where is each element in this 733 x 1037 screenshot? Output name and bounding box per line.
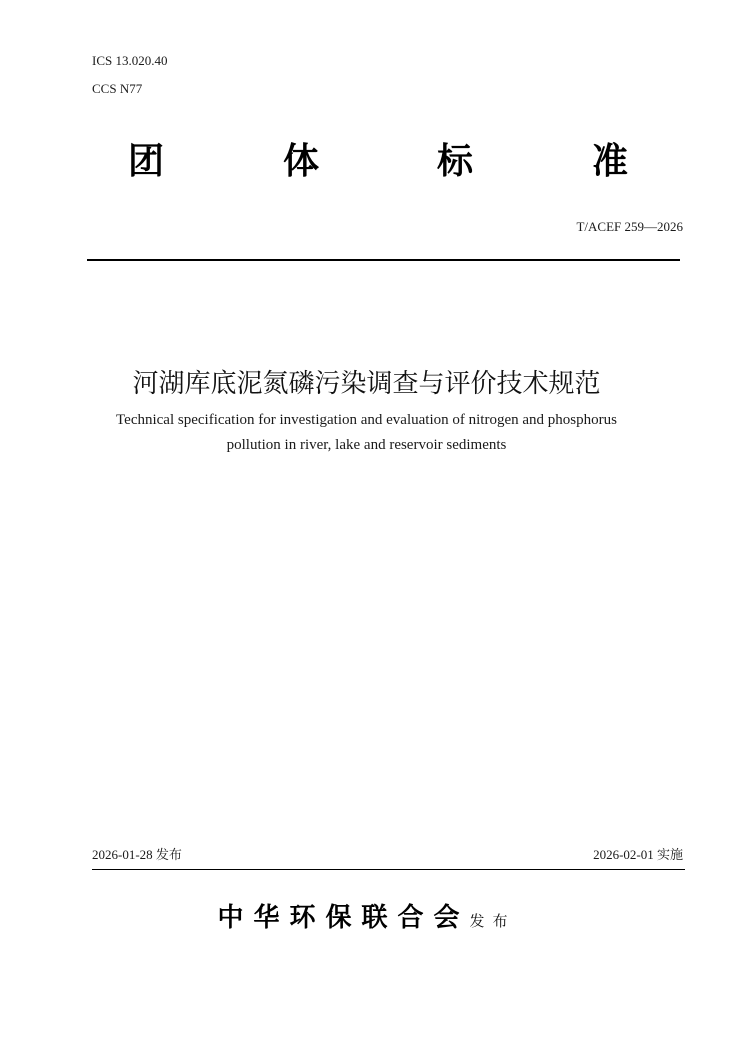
- publisher-line: [0, 897, 733, 934]
- ics-code: ICS 13.020.40: [92, 53, 168, 68]
- standard-type-char: 体: [283, 141, 320, 182]
- header-divider: [87, 259, 680, 261]
- implementation-date: 2026-02-01 实施: [593, 847, 683, 862]
- standard-type-char: 准: [592, 141, 629, 182]
- standard-number: T/ACEF 259—2026: [576, 219, 683, 234]
- standard-type-char: 标: [437, 141, 474, 182]
- issue-date: 2026-01-28 发布: [92, 847, 182, 862]
- title-english-line: pollution in river, lake and reservoir sediments: [226, 437, 507, 453]
- ccs-code: CCS N77: [92, 81, 143, 96]
- title-chinese: 河湖库底泥氮磷污染调查与评价技术规范: [132, 369, 601, 399]
- standard-type-char: 团: [128, 141, 165, 182]
- footer-divider: [92, 869, 685, 870]
- title-english-line: Technical specification for investigation and evaluation of nitrogen and phosphorus: [116, 412, 617, 428]
- standard-type-heading: [0, 140, 733, 184]
- title-english: [60, 408, 673, 458]
- publisher-name: 中华环保联合会: [217, 903, 470, 933]
- publisher-suffix: 发布: [469, 912, 516, 930]
